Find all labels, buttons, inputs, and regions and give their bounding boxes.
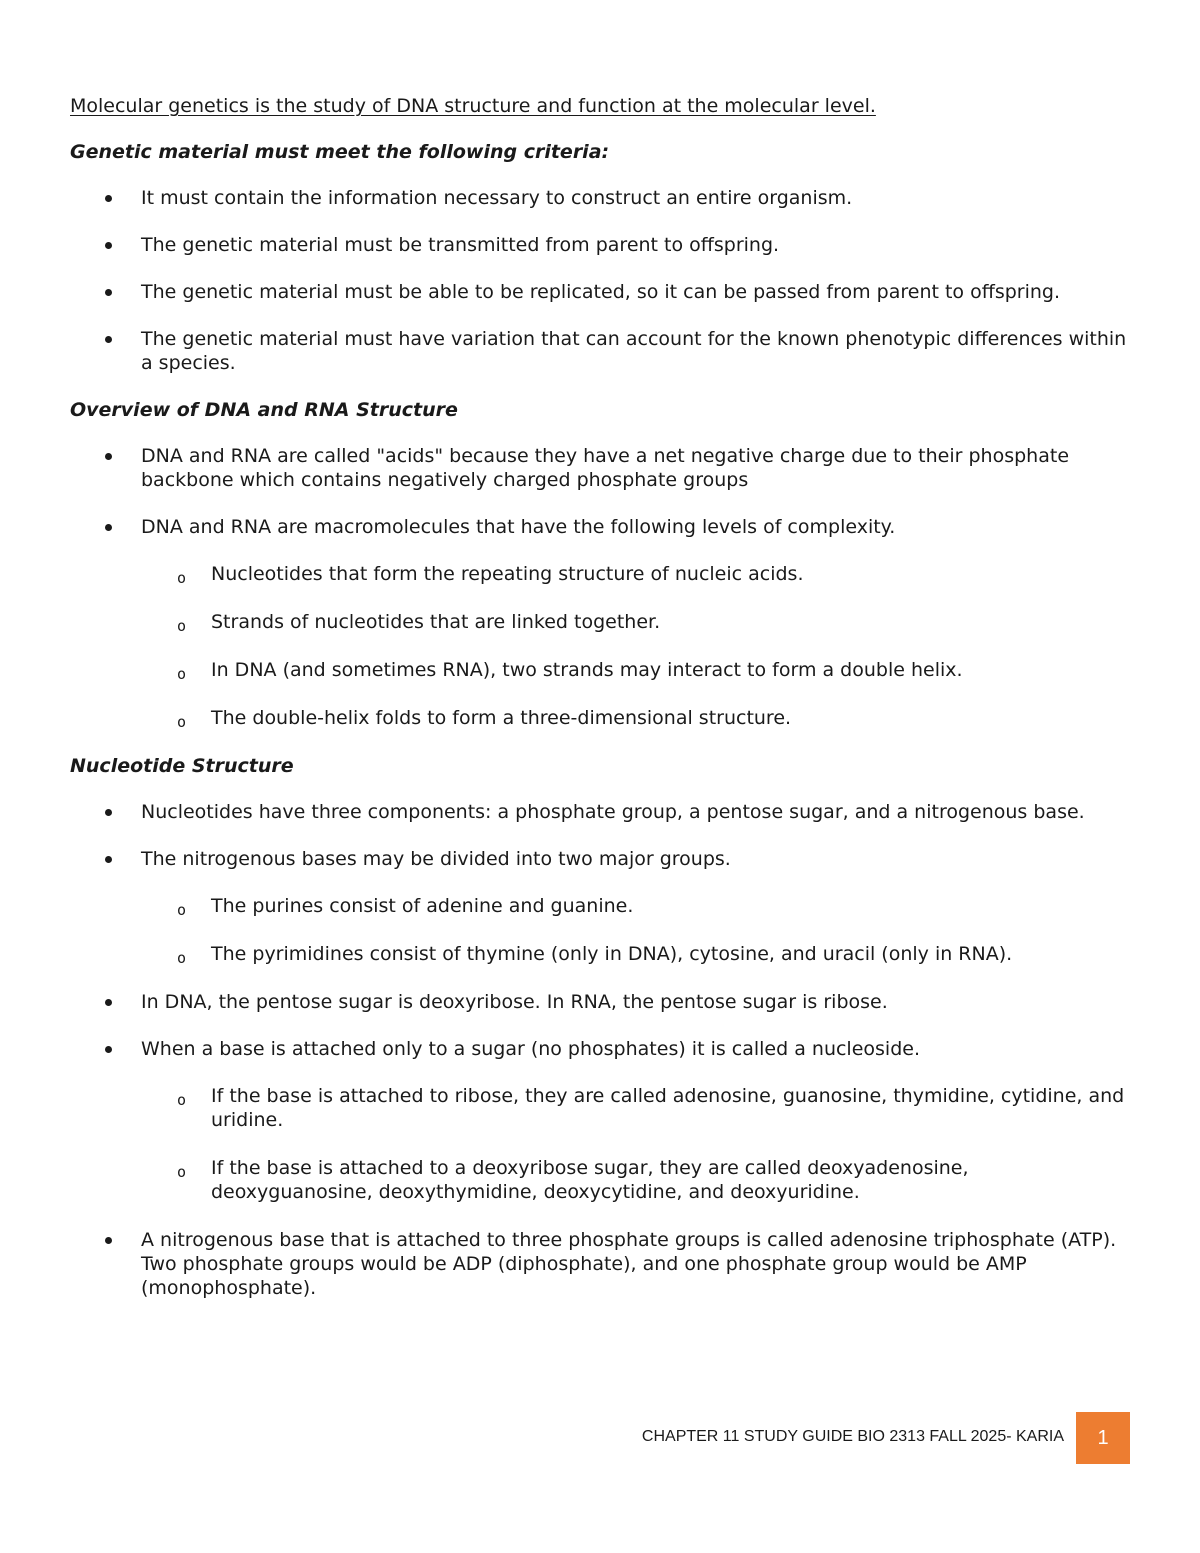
sub-list-item — [70, 1084, 1130, 1132]
bullet-dot-icon — [105, 1237, 112, 1244]
sub-list-item — [70, 894, 1130, 918]
list-item — [70, 327, 1130, 375]
list-item-text: It must contain the information necessary to construct an entire organism. — [141, 187, 853, 209]
footer-title: CHAPTER 11 STUDY GUIDE BIO 2313 FALL 2025- KARIA — [641, 1428, 1064, 1445]
sub-list-item-text: The pyrimidines consist of thymine (only in DNA), cytosine, and uracil (only in RNA). — [211, 943, 1013, 965]
hollow-circle-bullet-icon: o — [177, 617, 187, 635]
bullet-dot-icon — [105, 242, 112, 249]
list-item — [70, 280, 1130, 304]
sub-list-item — [70, 706, 1130, 730]
bullet-list — [70, 800, 1130, 1300]
sub-list-item-text: The double-helix folds to form a three-dimensional structure. — [211, 707, 792, 729]
page-number-badge: 1 — [1076, 1412, 1130, 1464]
list-item — [70, 1228, 1130, 1300]
page-body — [70, 94, 1130, 1323]
sub-list-item-text: Nucleotides that form the repeating structure of nucleic acids. — [211, 563, 804, 585]
sub-list-item — [70, 610, 1130, 634]
sections-container — [70, 140, 1130, 1300]
sub-list-item-text: If the base is attached to a deoxyribose sugar, they are called deoxyadenosine, deoxyguanosine, deoxythymidine, deoxycytidine, and deoxyuridine. — [211, 1157, 969, 1203]
hollow-circle-bullet-icon: o — [177, 713, 187, 731]
page-footer — [0, 1412, 1200, 1464]
list-item-text: The genetic material must be transmitted from parent to offspring. — [141, 234, 780, 256]
list-item — [70, 186, 1130, 210]
list-item — [70, 444, 1130, 492]
bullet-dot-icon — [105, 1046, 112, 1053]
section-heading: Overview of DNA and RNA Structure — [70, 399, 458, 421]
intro-sentence: Molecular genetics is the study of DNA structure and function at the molecular level. — [70, 95, 876, 117]
hollow-circle-bullet-icon: o — [177, 1163, 187, 1181]
list-item-text: When a base is attached only to a sugar (no phosphates) it is called a nucleoside. — [141, 1038, 920, 1060]
bullet-dot-icon — [105, 809, 112, 816]
list-item-text: The nitrogenous bases may be divided into two major groups. — [141, 848, 731, 870]
section-heading: Nucleotide Structure — [70, 755, 294, 777]
list-item-text: The genetic material must have variation that can account for the known phenotypic differences within a species. — [141, 328, 1127, 374]
list-item — [70, 800, 1130, 824]
list-item — [70, 1037, 1130, 1061]
list-item-text: DNA and RNA are called "acids" because they have a net negative charge due to their phosphate backbone which contains negatively charged phosphate groups — [141, 445, 1070, 491]
bullet-list — [70, 186, 1130, 375]
hollow-circle-bullet-icon: o — [177, 1091, 187, 1109]
list-item — [70, 515, 1130, 539]
bullet-list — [70, 444, 1130, 730]
sub-list-item-text: If the base is attached to ribose, they are called adenosine, guanosine, thymidine, cytidine, and uridine. — [211, 1085, 1125, 1131]
hollow-circle-bullet-icon: o — [177, 665, 187, 683]
list-item — [70, 990, 1130, 1014]
bullet-dot-icon — [105, 999, 112, 1006]
bullet-dot-icon — [105, 336, 112, 343]
bullet-dot-icon — [105, 195, 112, 202]
sub-list-item-text: The purines consist of adenine and guanine. — [211, 895, 634, 917]
list-item-text: The genetic material must be able to be replicated, so it can be passed from parent to offspring. — [141, 281, 1061, 303]
list-item — [70, 847, 1130, 871]
bullet-dot-icon — [105, 289, 112, 296]
list-item-text: In DNA, the pentose sugar is deoxyribose. In RNA, the pentose sugar is ribose. — [141, 991, 888, 1013]
sub-list-item — [70, 942, 1130, 966]
bullet-dot-icon — [105, 856, 112, 863]
bullet-dot-icon — [105, 524, 112, 531]
hollow-circle-bullet-icon: o — [177, 569, 187, 587]
hollow-circle-bullet-icon: o — [177, 901, 187, 919]
list-item-text: Nucleotides have three components: a phosphate group, a pentose sugar, and a nitrogenous base. — [141, 801, 1085, 823]
list-item-text: A nitrogenous base that is attached to three phosphate groups is called adenosine triphosphate (ATP). Two phosphate groups would be ADP (diphosphate), and one phosphate group would be AMP (monophosphate). — [141, 1229, 1117, 1299]
sub-list-item — [70, 1156, 1130, 1204]
bullet-dot-icon — [105, 453, 112, 460]
sub-list-item — [70, 562, 1130, 586]
hollow-circle-bullet-icon: o — [177, 949, 187, 967]
sub-list-item — [70, 658, 1130, 682]
sub-list-item-text: Strands of nucleotides that are linked together. — [211, 611, 661, 633]
list-item — [70, 233, 1130, 257]
list-item-text: DNA and RNA are macromolecules that have the following levels of complexity. — [141, 516, 896, 538]
section-heading: Genetic material must meet the following criteria: — [70, 141, 610, 163]
sub-list-item-text: In DNA (and sometimes RNA), two strands may interact to form a double helix. — [211, 659, 963, 681]
